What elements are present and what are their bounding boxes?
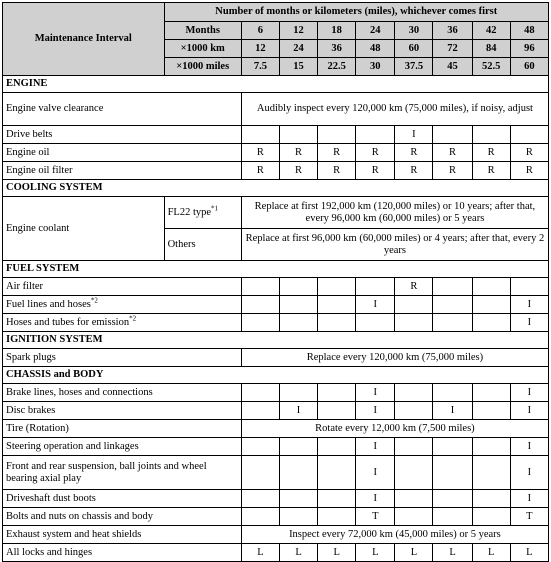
months-label: Months bbox=[164, 22, 241, 40]
interval-cell bbox=[356, 278, 395, 296]
footnote-marker: *2 bbox=[129, 314, 137, 322]
interval-cell bbox=[318, 384, 356, 402]
item-label: Engine oil filter bbox=[3, 162, 242, 180]
interval-cell: L bbox=[318, 544, 356, 562]
interval-header: Maintenance Interval bbox=[3, 3, 165, 76]
interval-cell bbox=[318, 402, 356, 420]
section-title: IGNITION SYSTEM bbox=[3, 332, 549, 349]
interval-cell bbox=[472, 314, 510, 332]
footnote-marker: *2 bbox=[90, 296, 98, 304]
interval-cell bbox=[433, 438, 472, 456]
interval-cell bbox=[433, 384, 472, 402]
item-label: Front and rear suspension, ball joints and wheel bearing axial play bbox=[3, 456, 242, 490]
table-row bbox=[3, 126, 549, 144]
table-row bbox=[3, 197, 549, 229]
interval-cell bbox=[395, 438, 433, 456]
interval-cell: R bbox=[241, 162, 279, 180]
interval-cell bbox=[318, 438, 356, 456]
interval-cell bbox=[356, 126, 395, 144]
interval-cell: I bbox=[510, 490, 548, 508]
interval-cell: I bbox=[356, 402, 395, 420]
km-cell: 84 bbox=[472, 40, 510, 58]
section-title: FUEL SYSTEM bbox=[3, 261, 549, 278]
item-label: Engine valve clearance bbox=[3, 93, 242, 126]
miles-cell: 60 bbox=[510, 58, 548, 76]
month-cell: 6 bbox=[241, 22, 279, 40]
interval-cell bbox=[241, 278, 279, 296]
interval-cell: R bbox=[241, 144, 279, 162]
interval-cell bbox=[510, 278, 548, 296]
item-label: Spark plugs bbox=[3, 349, 242, 367]
section-row-chassis bbox=[3, 367, 549, 384]
km-cell: 96 bbox=[510, 40, 548, 58]
section-row-engine bbox=[3, 76, 549, 93]
maintenance-schedule-table bbox=[2, 2, 549, 562]
item-label: Bolts and nuts on chassis and body bbox=[3, 508, 242, 526]
interval-cell bbox=[433, 314, 472, 332]
interval-cell bbox=[472, 438, 510, 456]
km-cell: 48 bbox=[356, 40, 395, 58]
miles-label: ×1000 miles bbox=[164, 58, 241, 76]
interval-cell bbox=[318, 490, 356, 508]
interval-cell: I bbox=[279, 402, 317, 420]
interval-cell: I bbox=[356, 296, 395, 314]
interval-basis-header: Number of months or kilometers (miles), whichever comes first bbox=[164, 3, 548, 22]
table-row bbox=[3, 162, 549, 180]
interval-cell bbox=[279, 490, 317, 508]
km-cell: 72 bbox=[433, 40, 472, 58]
interval-cell: L bbox=[279, 544, 317, 562]
interval-cell: T bbox=[356, 508, 395, 526]
item-note: Rotate every 12,000 km (7,500 miles) bbox=[241, 420, 548, 438]
item-label: Tire (Rotation) bbox=[3, 420, 242, 438]
item-label: Engine coolant bbox=[3, 197, 165, 261]
coolant-type-fl22 bbox=[164, 197, 241, 229]
interval-cell bbox=[241, 402, 279, 420]
interval-cell bbox=[279, 296, 317, 314]
item-note: Audibly inspect every 120,000 km (75,000 miles), if noisy, adjust bbox=[241, 93, 548, 126]
interval-cell bbox=[395, 490, 433, 508]
interval-cell bbox=[241, 314, 279, 332]
interval-cell: L bbox=[510, 544, 548, 562]
interval-cell bbox=[241, 508, 279, 526]
interval-cell: I bbox=[356, 438, 395, 456]
interval-cell: I bbox=[510, 402, 548, 420]
interval-cell bbox=[395, 384, 433, 402]
interval-cell: R bbox=[318, 144, 356, 162]
interval-cell bbox=[318, 278, 356, 296]
interval-cell bbox=[241, 438, 279, 456]
interval-cell bbox=[279, 438, 317, 456]
section-title: CHASSIS and BODY bbox=[3, 367, 549, 384]
interval-cell bbox=[318, 296, 356, 314]
interval-cell bbox=[279, 456, 317, 490]
interval-cell bbox=[318, 508, 356, 526]
coolant-type-label: Others bbox=[164, 229, 241, 261]
miles-cell: 37.5 bbox=[395, 58, 433, 76]
km-cell: 36 bbox=[318, 40, 356, 58]
interval-cell: R bbox=[279, 144, 317, 162]
interval-cell bbox=[241, 126, 279, 144]
interval-cell: I bbox=[510, 296, 548, 314]
interval-cell bbox=[395, 508, 433, 526]
interval-cell bbox=[279, 278, 317, 296]
interval-cell bbox=[241, 384, 279, 402]
item-label: Steering operation and linkages bbox=[3, 438, 242, 456]
item-label: Fuel lines and hoses bbox=[6, 298, 91, 310]
interval-cell: I bbox=[356, 384, 395, 402]
miles-cell: 45 bbox=[433, 58, 472, 76]
month-cell: 24 bbox=[356, 22, 395, 40]
table-row bbox=[3, 420, 549, 438]
item-note: Replace at first 192,000 km (120,000 miles) or 10 years; after that, every 96,000 km (60,000 miles) or 5 years bbox=[241, 197, 548, 229]
table-row bbox=[3, 93, 549, 126]
interval-cell bbox=[433, 296, 472, 314]
interval-cell bbox=[472, 508, 510, 526]
miles-cell: 52.5 bbox=[472, 58, 510, 76]
miles-cell: 15 bbox=[279, 58, 317, 76]
interval-cell bbox=[433, 126, 472, 144]
table-row bbox=[3, 144, 549, 162]
table-row bbox=[3, 544, 549, 562]
interval-cell: I bbox=[510, 314, 548, 332]
interval-cell: R bbox=[472, 144, 510, 162]
table-row bbox=[3, 402, 549, 420]
interval-cell: R bbox=[395, 278, 433, 296]
item-label: All locks and hinges bbox=[3, 544, 242, 562]
interval-cell bbox=[472, 126, 510, 144]
interval-cell: R bbox=[395, 144, 433, 162]
interval-cell bbox=[318, 314, 356, 332]
item-label: Engine oil bbox=[3, 144, 242, 162]
interval-cell bbox=[433, 508, 472, 526]
item-label: Exhaust system and heat shields bbox=[3, 526, 242, 544]
interval-cell: R bbox=[395, 162, 433, 180]
interval-cell: I bbox=[433, 402, 472, 420]
interval-cell: I bbox=[356, 456, 395, 490]
interval-cell bbox=[395, 456, 433, 490]
interval-cell: R bbox=[356, 144, 395, 162]
interval-cell bbox=[510, 126, 548, 144]
interval-cell bbox=[318, 126, 356, 144]
interval-cell bbox=[395, 402, 433, 420]
section-row-cooling bbox=[3, 180, 549, 197]
table-row bbox=[3, 490, 549, 508]
interval-cell: L bbox=[433, 544, 472, 562]
table-row bbox=[3, 278, 549, 296]
item-label: Drive belts bbox=[3, 126, 242, 144]
section-title: ENGINE bbox=[3, 76, 549, 93]
interval-cell bbox=[433, 456, 472, 490]
header-top-row bbox=[3, 3, 549, 22]
item-label: Hoses and tubes for emission bbox=[6, 316, 130, 328]
miles-cell: 7.5 bbox=[241, 58, 279, 76]
interval-cell bbox=[395, 296, 433, 314]
month-cell: 48 bbox=[510, 22, 548, 40]
interval-cell bbox=[279, 314, 317, 332]
interval-cell: R bbox=[510, 162, 548, 180]
coolant-type-label: FL22 type bbox=[167, 206, 212, 218]
interval-cell: R bbox=[433, 162, 472, 180]
miles-cell: 30 bbox=[356, 58, 395, 76]
item-note: Replace at first 96,000 km (60,000 miles) or 4 years; after that, every 2 years bbox=[241, 229, 548, 261]
month-cell: 30 bbox=[395, 22, 433, 40]
item-note: Inspect every 72,000 km (45,000 miles) or 5 years bbox=[241, 526, 548, 544]
interval-cell: I bbox=[395, 126, 433, 144]
interval-cell: R bbox=[433, 144, 472, 162]
interval-cell: L bbox=[241, 544, 279, 562]
table-row bbox=[3, 526, 549, 544]
interval-cell: I bbox=[510, 384, 548, 402]
item-label-cell bbox=[3, 314, 242, 332]
item-label-cell bbox=[3, 296, 242, 314]
month-cell: 12 bbox=[279, 22, 317, 40]
table-row bbox=[3, 384, 549, 402]
interval-cell bbox=[472, 456, 510, 490]
item-label: Brake lines, hoses and connections bbox=[3, 384, 242, 402]
item-label: Disc brakes bbox=[3, 402, 242, 420]
item-label: Driveshaft dust boots bbox=[3, 490, 242, 508]
table-row bbox=[3, 456, 549, 490]
interval-cell bbox=[395, 314, 433, 332]
interval-cell bbox=[433, 278, 472, 296]
table-row bbox=[3, 438, 549, 456]
km-cell: 60 bbox=[395, 40, 433, 58]
interval-cell bbox=[279, 126, 317, 144]
interval-cell bbox=[279, 508, 317, 526]
interval-cell: R bbox=[318, 162, 356, 180]
section-row-ignition bbox=[3, 332, 549, 349]
interval-cell bbox=[279, 384, 317, 402]
section-title: COOLING SYSTEM bbox=[3, 180, 549, 197]
footnote-marker: *1 bbox=[211, 204, 219, 212]
section-row-fuel bbox=[3, 261, 549, 278]
interval-cell: L bbox=[356, 544, 395, 562]
interval-cell bbox=[472, 278, 510, 296]
km-label: ×1000 km bbox=[164, 40, 241, 58]
month-cell: 42 bbox=[472, 22, 510, 40]
miles-cell: 22.5 bbox=[318, 58, 356, 76]
interval-cell bbox=[241, 456, 279, 490]
interval-cell bbox=[472, 384, 510, 402]
item-note: Replace every 120,000 km (75,000 miles) bbox=[241, 349, 548, 367]
km-cell: 24 bbox=[279, 40, 317, 58]
interval-cell: R bbox=[472, 162, 510, 180]
interval-cell: R bbox=[279, 162, 317, 180]
month-cell: 18 bbox=[318, 22, 356, 40]
table-row bbox=[3, 314, 549, 332]
interval-cell: R bbox=[510, 144, 548, 162]
interval-cell: L bbox=[395, 544, 433, 562]
km-cell: 12 bbox=[241, 40, 279, 58]
interval-cell bbox=[433, 490, 472, 508]
interval-cell bbox=[241, 490, 279, 508]
interval-cell bbox=[318, 456, 356, 490]
table-row bbox=[3, 349, 549, 367]
interval-cell: L bbox=[472, 544, 510, 562]
table-row bbox=[3, 508, 549, 526]
interval-cell bbox=[472, 296, 510, 314]
interval-cell: T bbox=[510, 508, 548, 526]
interval-cell: I bbox=[510, 456, 548, 490]
interval-cell: R bbox=[356, 162, 395, 180]
interval-cell bbox=[472, 490, 510, 508]
interval-cell bbox=[356, 314, 395, 332]
interval-cell bbox=[241, 296, 279, 314]
item-label: Air filter bbox=[3, 278, 242, 296]
month-cell: 36 bbox=[433, 22, 472, 40]
interval-cell: I bbox=[510, 438, 548, 456]
table-row bbox=[3, 296, 549, 314]
interval-cell: I bbox=[356, 490, 395, 508]
interval-cell bbox=[472, 402, 510, 420]
